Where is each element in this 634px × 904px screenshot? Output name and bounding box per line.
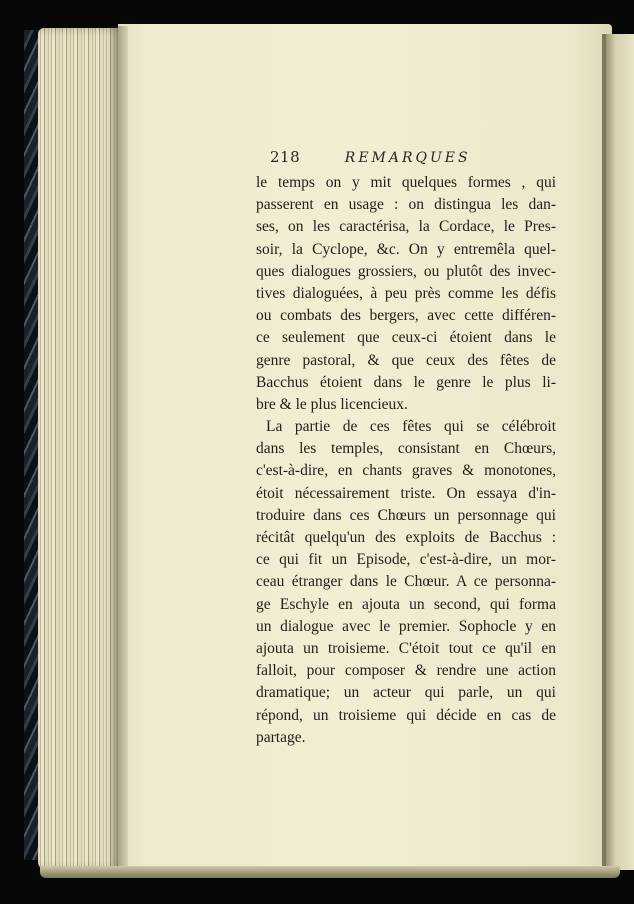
facing-page-edge	[606, 34, 634, 870]
text-line: répond, un troisieme qui décide en cas de	[256, 706, 556, 724]
text-line: ses, on les caractérisa, la Cordace, le Pres-	[256, 218, 556, 236]
bottom-page-edges	[40, 866, 620, 878]
text-line: tives dialoguées, à peu près comme les défis	[256, 284, 556, 302]
text-line: dramatique; un acteur qui parle, un qui	[256, 684, 556, 702]
text-line: soir, la Cyclope, &c. On y entremêla quel-	[256, 240, 556, 258]
running-head: REMARQUES	[344, 150, 471, 166]
text-line: partage.	[256, 728, 306, 746]
text-line: ce qui fit un Episode, c'est-à-dire, un mor-	[256, 551, 556, 569]
text-line: bre & le plus licencieux.	[256, 395, 408, 413]
text-line: ajouta un troisieme. C'étoit tout ce qu'il en	[256, 639, 556, 657]
gutter-shadow	[106, 26, 128, 872]
text-line: ge Eschyle en ajouta un second, qui forma	[256, 595, 556, 613]
body-text	[256, 172, 556, 749]
text-line: ou combats des bergers, avec cette différen-	[256, 307, 556, 325]
text-line: ceau étranger dans le Chœur. A ce personna-	[256, 573, 556, 591]
text-line: récitât quelqu'un des exploits de Bacchus :	[256, 529, 556, 546]
text-line: La partie de ces fêtes qui se célébroit	[266, 418, 556, 436]
text-line: passerent en usage : on distingua les dan-	[256, 196, 556, 214]
text-line: troduire dans ces Chœurs un personnage qui	[256, 506, 556, 524]
text-line: c'est-à-dire, en chants graves & monotones,	[256, 462, 556, 480]
text-line: falloit, pour composer & rendre une action	[256, 662, 556, 680]
text-line: ce seulement que ceux-ci étoient dans le	[256, 329, 556, 347]
page-header	[270, 148, 490, 166]
text-line: ques dialogues grossiers, ou plutôt des invec-	[256, 262, 556, 280]
text-line: dans les temples, consistant en Chœurs,	[256, 440, 556, 458]
text-line: un dialogue avec le premier. Sophocle y en	[256, 617, 556, 635]
text-line: étoit nécessairement triste. On essaya d'in-	[256, 484, 556, 502]
page-number: 218	[270, 148, 301, 166]
text-line: genre pastoral, & que ceux des fêtes de	[256, 351, 556, 369]
text-line: Bacchus étoient dans le genre le plus li-	[256, 373, 556, 391]
text-line: le temps on y mit quelques formes , qui	[256, 174, 556, 191]
